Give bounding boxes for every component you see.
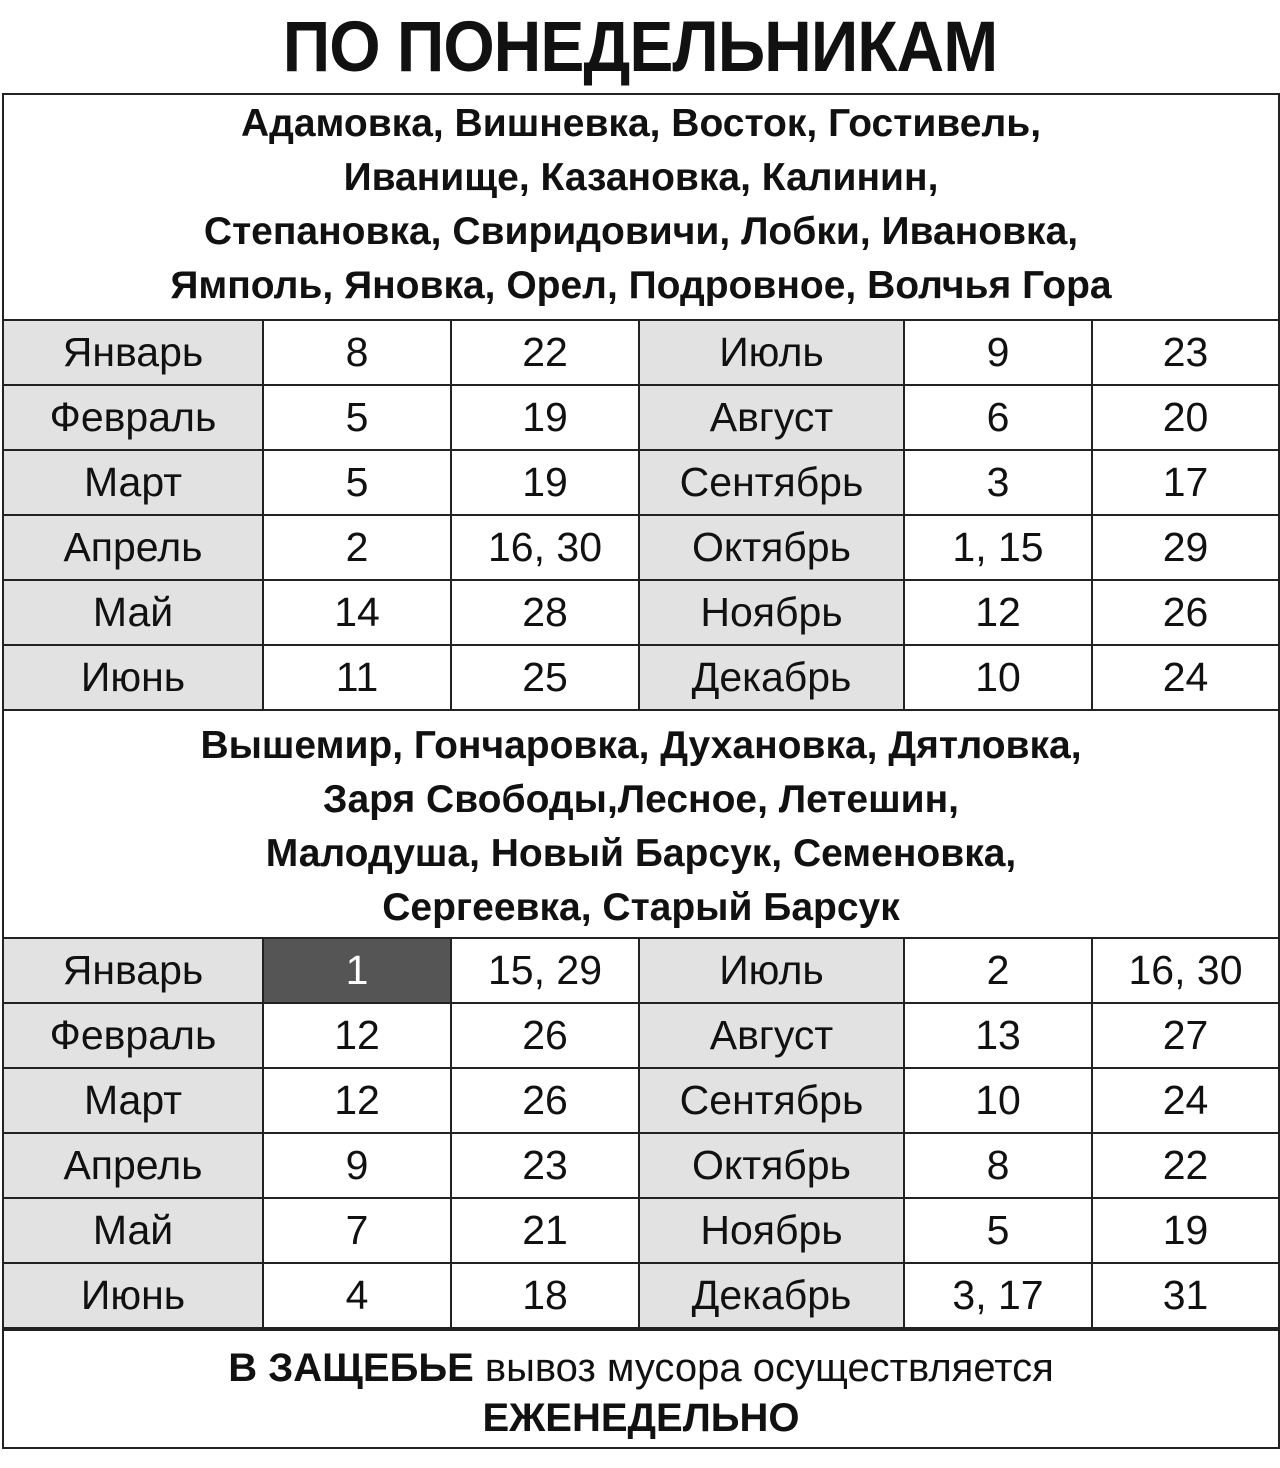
day-cell: 12: [904, 580, 1092, 645]
day-cell: 26: [451, 1003, 639, 1068]
villages-line: Степановка, Свиридовичи, Лобки, Ивановка,: [203, 210, 1079, 253]
day-cell: 31: [1092, 1263, 1278, 1328]
month-cell: Февраль: [4, 385, 263, 450]
month-cell: Октябрь: [639, 515, 904, 580]
month-cell: Февраль: [4, 1003, 263, 1068]
villages-line: Ямполь, Яновка, Орел, Подровное, Волчья Гора: [170, 264, 1112, 307]
day-cell: 22: [451, 321, 639, 385]
day-cell: 12: [263, 1068, 451, 1133]
villages-line: Вышемир, Гончаровка, Духановка, Дятловка,: [200, 724, 1082, 767]
day-cell: 20: [1092, 385, 1278, 450]
month-cell: Июнь: [4, 1263, 263, 1328]
villages-line: Заря Свободы,Лесное, Летешин,: [323, 778, 959, 821]
villages-line: Иванище, Казановка, Калинин,: [343, 156, 939, 199]
day-cell: 24: [1092, 1068, 1278, 1133]
month-cell: Май: [4, 580, 263, 645]
day-cell: 9: [904, 321, 1092, 385]
footer-line-1: [4, 1343, 1278, 1393]
month-cell: Апрель: [4, 515, 263, 580]
day-cell: 8: [904, 1133, 1092, 1198]
day-cell: 18: [451, 1263, 639, 1328]
month-cell: Ноябрь: [639, 580, 904, 645]
table-row: [4, 1263, 1278, 1328]
month-cell: Ноябрь: [639, 1198, 904, 1263]
day-cell: 13: [904, 1003, 1092, 1068]
villages-group-1: [4, 95, 1278, 321]
day-cell: 9: [263, 1133, 451, 1198]
day-cell: 16, 30: [1092, 939, 1278, 1003]
day-cell: 4: [263, 1263, 451, 1328]
table-row: [4, 939, 1278, 1003]
month-cell: Сентябрь: [639, 450, 904, 515]
day-cell: 1, 15: [904, 515, 1092, 580]
day-cell: 5: [263, 450, 451, 515]
footer-place: В ЗАЩЕБЬЕ: [228, 1346, 474, 1390]
schedule-table-2: [4, 939, 1278, 1329]
day-cell: 2: [904, 939, 1092, 1003]
day-cell: 15, 29: [451, 939, 639, 1003]
day-cell: 7: [263, 1198, 451, 1263]
day-cell: 19: [1092, 1198, 1278, 1263]
table-row: [4, 515, 1278, 580]
day-cell: 29: [1092, 515, 1278, 580]
day-cell: 22: [1092, 1133, 1278, 1198]
day-cell: 19: [451, 450, 639, 515]
day-cell: 23: [451, 1133, 639, 1198]
day-cell: 10: [904, 645, 1092, 710]
day-cell: 12: [263, 1003, 451, 1068]
day-cell: 5: [904, 1198, 1092, 1263]
day-cell: 8: [263, 321, 451, 385]
table-row: [4, 645, 1278, 710]
schedule-frame: [2, 93, 1280, 1449]
day-cell: 24: [1092, 645, 1278, 710]
day-cell: 11: [263, 645, 451, 710]
page-title: ПО ПОНЕДЕЛЬНИКАМ: [282, 6, 998, 86]
table-row: [4, 450, 1278, 515]
day-cell: 3: [904, 450, 1092, 515]
month-cell: Июль: [639, 939, 904, 1003]
day-cell: 5: [263, 385, 451, 450]
month-cell: Март: [4, 450, 263, 515]
villages-line: Сергеевка, Старый Барсук: [382, 886, 900, 929]
month-cell: Май: [4, 1198, 263, 1263]
footer-frequency: ЕЖЕНЕДЕЛЬНО: [482, 1396, 800, 1440]
day-cell: 26: [1092, 580, 1278, 645]
month-cell: Март: [4, 1068, 263, 1133]
villages-group-2: [4, 711, 1278, 939]
day-cell: 25: [451, 645, 639, 710]
footer-note: [4, 1329, 1278, 1447]
day-cell: 2: [263, 515, 451, 580]
table-row: [4, 385, 1278, 450]
month-cell: Сентябрь: [639, 1068, 904, 1133]
month-cell: Октябрь: [639, 1133, 904, 1198]
day-cell: 14: [263, 580, 451, 645]
table-row: [4, 1003, 1278, 1068]
month-cell: Август: [639, 1003, 904, 1068]
month-cell: Январь: [4, 939, 263, 1003]
day-cell: 21: [451, 1198, 639, 1263]
day-cell: 6: [904, 385, 1092, 450]
day-cell: 17: [1092, 450, 1278, 515]
month-cell: Декабрь: [639, 1263, 904, 1328]
day-cell: 28: [451, 580, 639, 645]
table-row: [4, 580, 1278, 645]
day-cell: 19: [451, 385, 639, 450]
table-row: [4, 1068, 1278, 1133]
table-row: [4, 1133, 1278, 1198]
day-cell: 26: [451, 1068, 639, 1133]
table-row: [4, 1198, 1278, 1263]
villages-line: Адамовка, Вишневка, Восток, Гостивель,: [240, 102, 1042, 145]
footer-line-2: [4, 1393, 1278, 1443]
month-cell: Июнь: [4, 645, 263, 710]
month-cell: Апрель: [4, 1133, 263, 1198]
table-row: [4, 321, 1278, 385]
footer-text: вывоз мусора осуществляется: [473, 1346, 1054, 1390]
day-cell: 3, 17: [904, 1263, 1092, 1328]
month-cell: Январь: [4, 321, 263, 385]
schedule-table-1: [4, 321, 1278, 711]
month-cell: Июль: [639, 321, 904, 385]
highlighted-day-cell: 1: [263, 939, 451, 1003]
villages-line: Малодуша, Новый Барсук, Семеновка,: [265, 832, 1017, 875]
day-cell: 23: [1092, 321, 1278, 385]
day-cell: 10: [904, 1068, 1092, 1133]
day-cell: 27: [1092, 1003, 1278, 1068]
month-cell: Август: [639, 385, 904, 450]
day-cell: 16, 30: [451, 515, 639, 580]
month-cell: Декабрь: [639, 645, 904, 710]
